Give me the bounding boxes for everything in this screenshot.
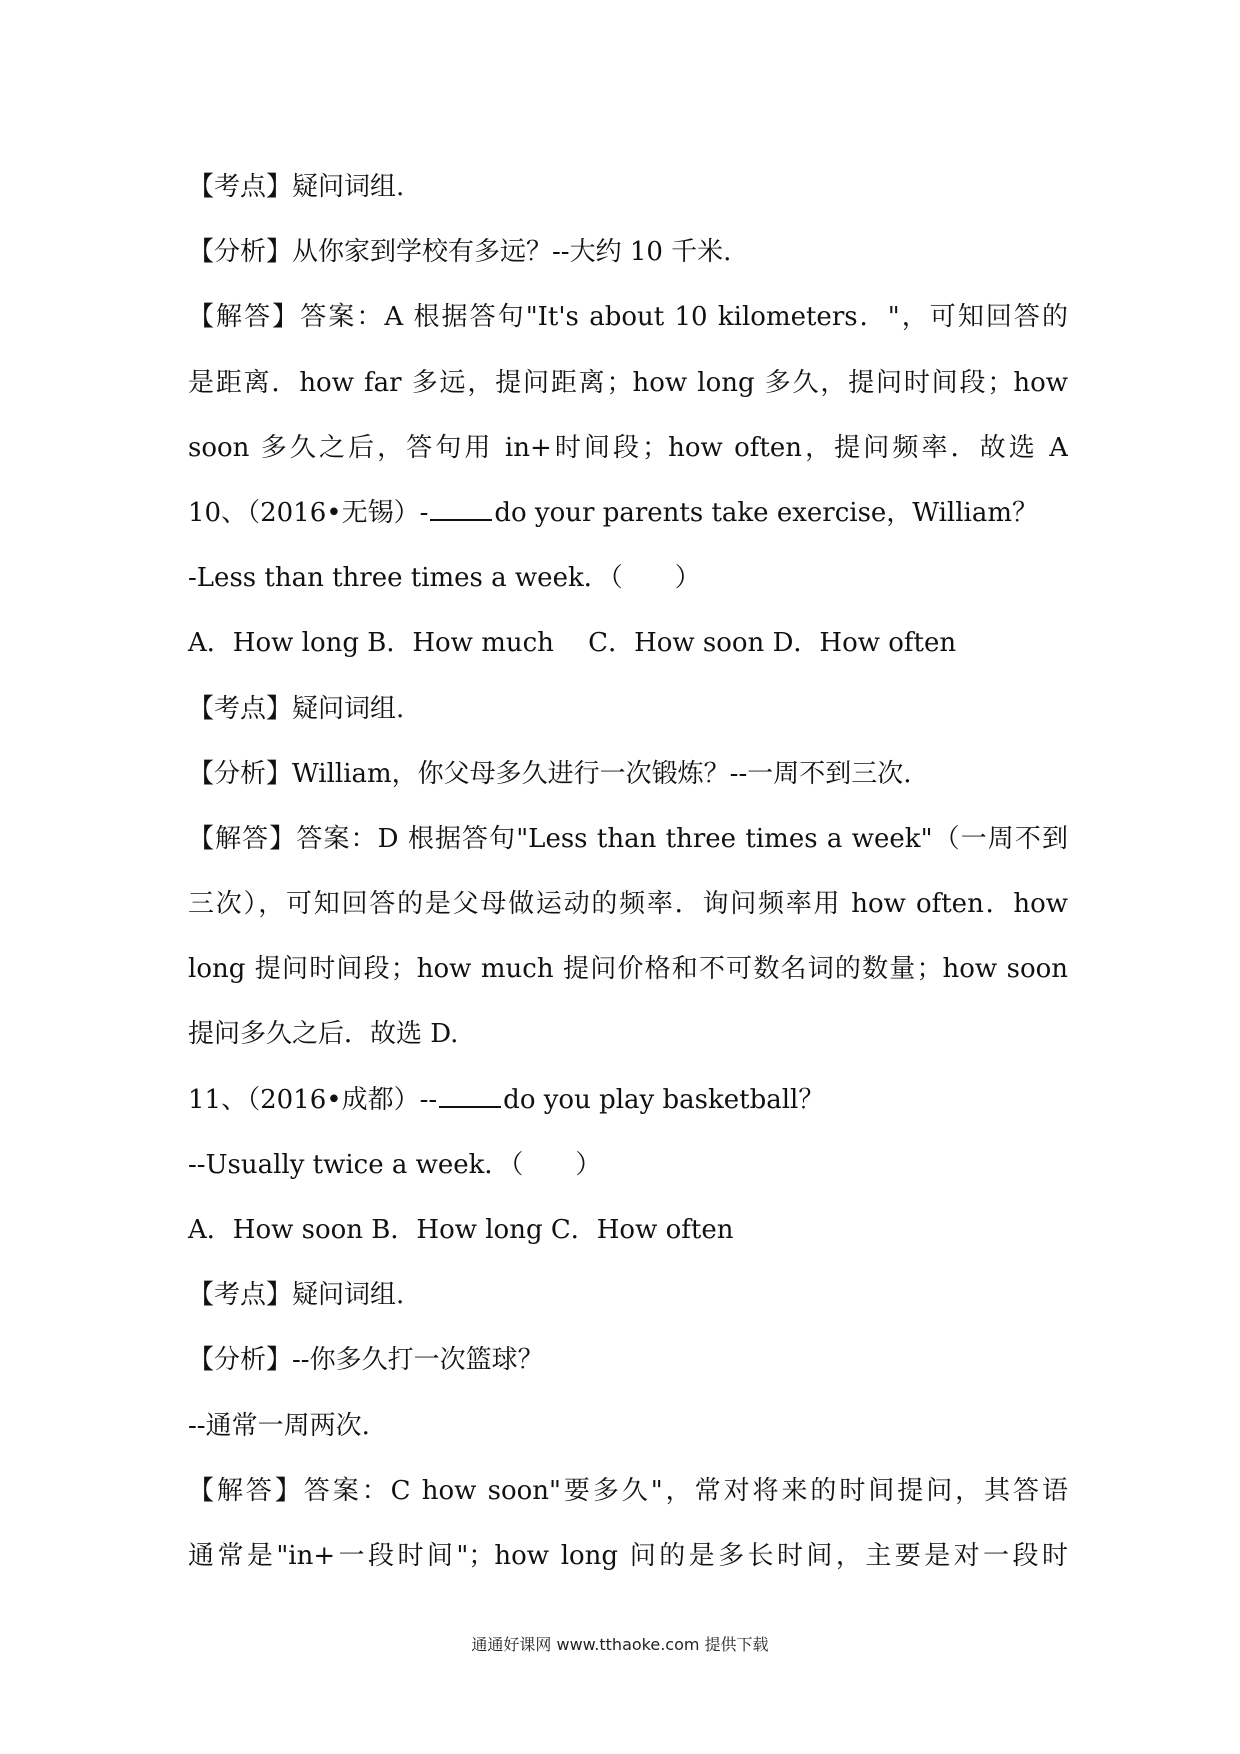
text-line: 提问多久之后．故选 D. xyxy=(188,1019,459,1050)
question-text: do your parents take exercise，William？ xyxy=(494,497,1038,528)
text-line: 【分析】William，你父母多久进行一次锻炼？--一周不到三次. xyxy=(188,758,912,789)
text-line: --Usually twice a week．（ ） xyxy=(188,1149,602,1180)
text-line: 【分析】--你多久打一次篮球？ xyxy=(188,1345,544,1376)
text-line: long 提问时间段；how much 提问价格和不可数名词的数量；how soon xyxy=(188,954,1068,985)
options-line: A．How long B．How much C．How soon D．How often xyxy=(188,628,957,659)
text-line: 【解答】答案：C how soon"要多久"，常对将来的时间提问，其答语 xyxy=(188,1475,1068,1506)
text-line: 【考点】疑问词组. xyxy=(188,1280,405,1311)
text-line: 【解答】答案：A 根据答句"It's about 10 kilometers．"，可知回答的 xyxy=(188,302,1068,333)
text-line: 三次），可知回答的是父母做运动的频率．询问频率用 how often．how xyxy=(188,889,1068,920)
page-footer: 通通好课网 www.tthaoke.com 提供下载 xyxy=(471,1635,769,1654)
text-line: 通常是"in+一段时间"；how long 问的是多长时间，主要是对一段时 xyxy=(188,1540,1068,1571)
text-line: 【考点】疑问词组. xyxy=(188,172,405,202)
text-line: 【考点】疑问词组. xyxy=(188,693,405,724)
question-text: do you play basketball？ xyxy=(503,1084,825,1115)
answer-blank xyxy=(439,1084,501,1108)
text-line: 【分析】从你家到学校有多远？--大约 10 千米. xyxy=(188,237,732,268)
question-line xyxy=(188,481,1068,546)
answer-blank xyxy=(430,497,492,521)
question-number: 11、（2016•成都）-- xyxy=(188,1084,438,1115)
question-number: 10、（2016•无锡）- xyxy=(188,497,429,528)
text-line: 【解答】答案：D 根据答句"Less than three times a week"（一周不到 xyxy=(188,823,1068,854)
text-line: --通常一周两次. xyxy=(188,1410,370,1441)
options-line: A．How soon B．How long C．How often xyxy=(188,1215,734,1245)
text-line: 是距离．how far 多远，提问距离；how long 多久，提问时间段；how xyxy=(188,367,1068,398)
text-line: -Less than three times a week．（ ） xyxy=(188,563,701,594)
document-body xyxy=(188,155,1068,1589)
question-line xyxy=(188,1068,1068,1133)
text-line: soon 多久之后，答句用 in+时间段；how often，提问频率．故选 A xyxy=(188,432,1068,463)
